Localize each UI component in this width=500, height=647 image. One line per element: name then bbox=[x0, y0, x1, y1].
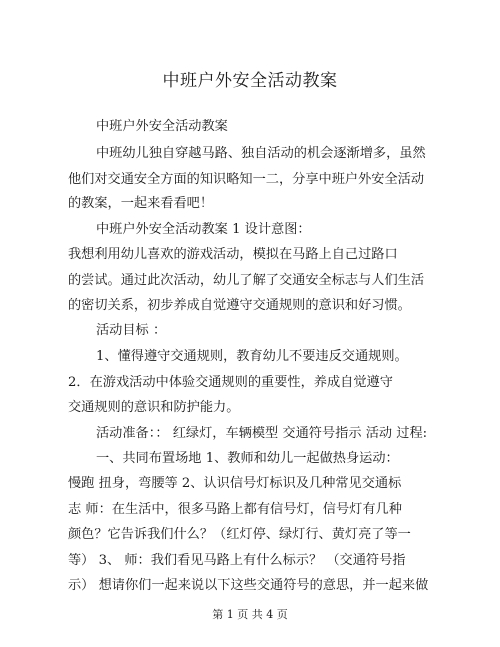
text-line: 活动目标 ： bbox=[96, 323, 167, 338]
text-line: 的密切关系，初步养成自觉遵守交通规则的意识和好习惯。 bbox=[68, 298, 411, 313]
text-line: 等） 3、 师：我们看见马路上有什么标示？ （交通符号指 bbox=[68, 553, 406, 568]
text-line: 2．在游戏活动中体验交通规则的重要性，养成自觉遵守 bbox=[68, 375, 393, 390]
text-line: 中班户外安全活动教案 1 设计意图： bbox=[96, 222, 311, 237]
text-line: 志 师：在生活中，很多马路上都有信号灯，信号灯有几种 bbox=[68, 502, 402, 517]
text-line: 1、懂得遵守交通规则，教育幼儿不要违反交通规则。 bbox=[96, 349, 408, 364]
text-line: 中班幼儿独自穿越马路、独自活动的机会逐渐增多，虽然 bbox=[96, 146, 426, 161]
text-line: 一、共同布置场地 1、教师和幼儿一起做热身运动： bbox=[96, 451, 399, 466]
text-line: 活动准备：： 红绿灯，车辆模型 交通符号指示 活动 过程: bbox=[96, 426, 428, 441]
text-line: 慢跑 扭身，弯腰等 2、认识信号灯标识及几种常见交通标 bbox=[68, 476, 402, 491]
page-title: 中班户外安全活动教案 bbox=[162, 71, 338, 91]
text-line: 的尝试。通过此次活动，幼儿了解了交通安全标志与人们生活 bbox=[68, 273, 425, 288]
text-line: 我想利用幼儿喜欢的游戏活动，模拟在马路上自己过路口 bbox=[68, 247, 398, 262]
text-line: 示） 想请你们一起来说以下这些交通符号的意思，并一起来做 bbox=[68, 578, 429, 593]
text-line: 中班户外安全活动教案 bbox=[96, 119, 228, 134]
text-line: 颜色？它告诉我们什么？（红灯停、绿灯行、黄灯亮了等一 bbox=[68, 527, 411, 542]
text-line: 他们对交通安全方面的知识略知一二，分享中班户外安全活动 bbox=[68, 172, 425, 187]
text-line: 交通规则的意识和防护能力。 bbox=[68, 400, 240, 415]
text-line: 的教案，一起来看看吧！ bbox=[68, 196, 214, 211]
page-footer: 第 1 页 共 4 页 bbox=[212, 608, 288, 621]
